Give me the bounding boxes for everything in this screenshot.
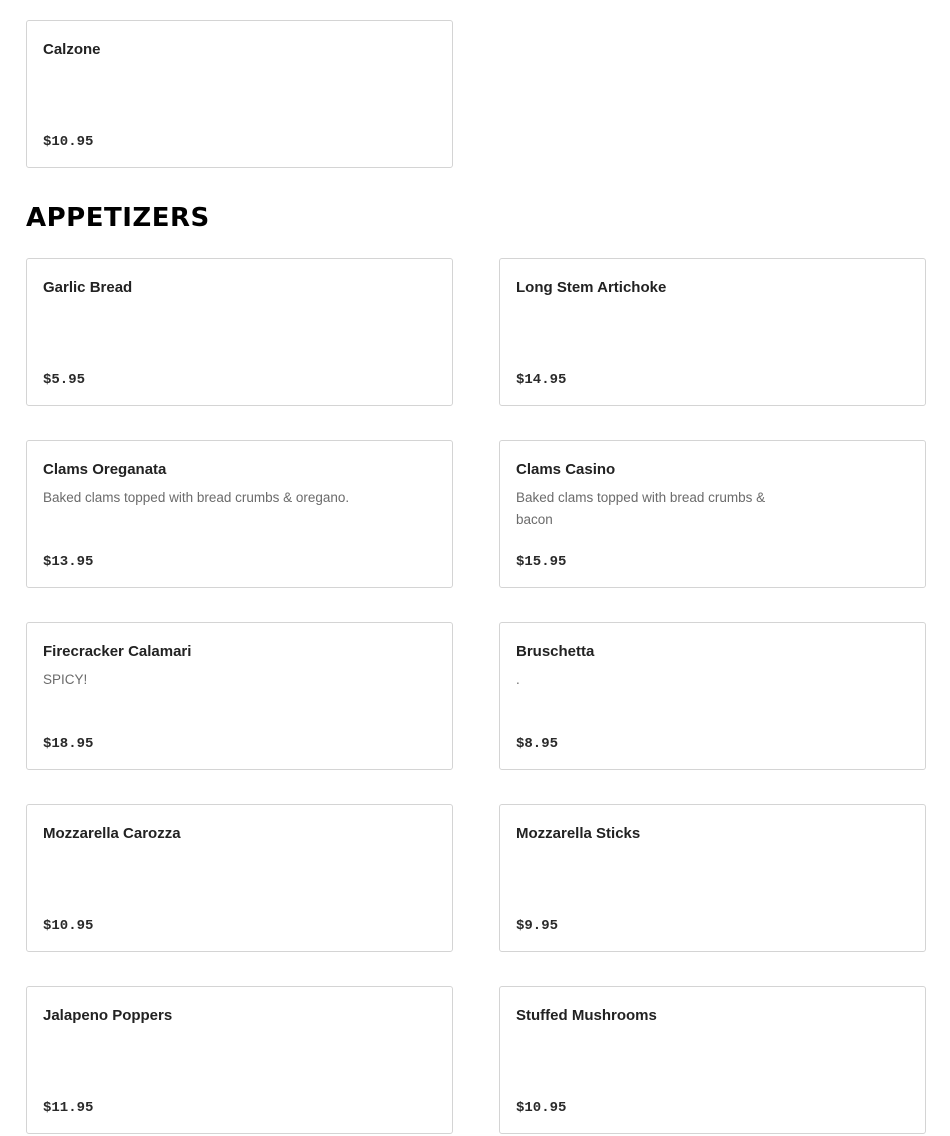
menu-item-name: Long Stem Artichoke bbox=[516, 279, 667, 296]
menu-item-card-garlic-bread[interactable] bbox=[26, 258, 453, 406]
menu-item-price: $10.95 bbox=[516, 1100, 567, 1116]
menu-item-price: $18.95 bbox=[43, 736, 94, 752]
menu-item-card-clams-oreganata[interactable] bbox=[26, 440, 453, 588]
menu-item-name: Clams Casino bbox=[516, 461, 616, 478]
menu-item-card-calzone[interactable] bbox=[26, 20, 453, 168]
menu-item-card-long-stem-artichoke[interactable] bbox=[499, 258, 926, 406]
menu-item-name: Stuffed Mushrooms bbox=[516, 1007, 657, 1024]
menu-item-name: Garlic Bread bbox=[43, 279, 133, 296]
menu-item-name: Mozzarella Sticks bbox=[516, 825, 641, 842]
menu-item-price: $15.95 bbox=[516, 554, 567, 570]
menu-item-price: $10.95 bbox=[43, 134, 94, 150]
menu-item-card-clams-casino[interactable] bbox=[499, 440, 926, 588]
menu-item-name: Firecracker Calamari bbox=[43, 643, 192, 660]
menu-item-name: Clams Oreganata bbox=[43, 461, 167, 478]
menu-item-card-stuffed-mushrooms[interactable] bbox=[499, 986, 926, 1134]
menu-item-name: Bruschetta bbox=[516, 643, 595, 660]
menu-item-price: $14.95 bbox=[516, 372, 567, 388]
menu-item-price: $11.95 bbox=[43, 1100, 94, 1116]
menu-item-price: $5.95 bbox=[43, 372, 86, 388]
menu-item-description: Baked clams topped with bread crumbs & bacon bbox=[516, 490, 766, 527]
menu-item-card-firecracker-calamari[interactable] bbox=[26, 622, 453, 770]
menu-item-name: Jalapeno Poppers bbox=[43, 1007, 173, 1024]
menu-item-price: $8.95 bbox=[516, 736, 559, 752]
menu-item-description: Baked clams topped with bread crumbs & oregano. bbox=[43, 490, 350, 505]
menu-item-name: Mozzarella Carozza bbox=[43, 825, 181, 842]
menu-item-card-mozzarella-sticks[interactable] bbox=[499, 804, 926, 952]
section-heading-appetizers: APPETIZERS bbox=[26, 203, 210, 233]
menu-item-description: . bbox=[516, 672, 520, 687]
menu-item-price: $10.95 bbox=[43, 918, 94, 934]
menu-item-price: $9.95 bbox=[516, 918, 559, 934]
menu-item-price: $13.95 bbox=[43, 554, 94, 570]
menu-item-card-mozzarella-carozza[interactable] bbox=[26, 804, 453, 952]
menu-item-card-bruschetta[interactable] bbox=[499, 622, 926, 770]
menu-item-name: Calzone bbox=[43, 41, 101, 58]
menu-item-card-jalapeno-poppers[interactable] bbox=[26, 986, 453, 1134]
menu-item-description: SPICY! bbox=[43, 672, 88, 687]
